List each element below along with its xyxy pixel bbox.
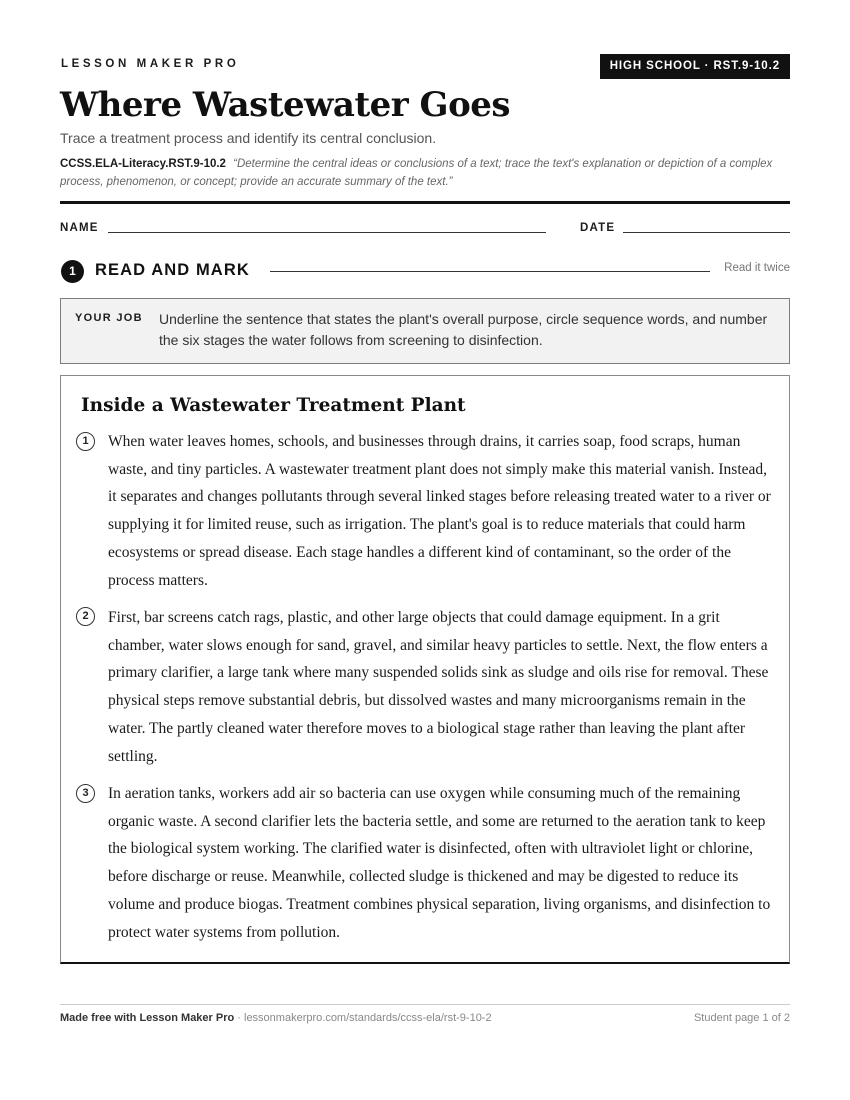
level-badge: HIGH SCHOOL · RST.9-10.2 (600, 54, 790, 79)
worksheet-subtitle: Trace a treatment process and identify its central conclusion. (60, 130, 437, 146)
passage-title: Inside a Wastewater Treatment Plant (81, 395, 466, 416)
paragraph-number: 3 (76, 784, 95, 803)
footer-made-with: Made free with Lesson Maker Pro (60, 1012, 235, 1024)
passage-paragraph: First, bar screens catch rags, plastic, and other large objects that could damage equipment. In a grit chamber, water slows enough for sand, gravel, and similar heavy particles to settle. Next, the flow enters a primary clarifier, a large tank where many suspended solids sink as sludge and oils rise for removal. These physical steps remove substantial debris, but dissolved wastes and many microorganisms remain in the water. The partly cleaned water therefore moves to a biological stage rather than leaving the plant after settling. (108, 609, 769, 765)
passage-paragraph: In aeration tanks, workers add air so bacteria can use oxygen while consuming much of the remaining organic waste. A second clarifier lets the bacteria settle, and some are returned to the aeration tank to keep the biological system working. The clarified water is disinfected, often with ultraviolet light or chlorine, before discharge or reuse. Meanwhile, collected sludge is thickened and may be digested to reduce its volume and produce biogas. Treatment combines physical separation, living organisms, and disinfection to protect water systems from pollution. (108, 785, 771, 941)
passage-paragraph: When water leaves homes, schools, and businesses through drains, it carries soap, food scraps, human waste, and tiny particles. A wastewater treatment plant does not simply make this material vanish. Instead, it separates and changes pollutants through several linked stages before releasing treated water to a river or supplying it for limited reuse, such as irrigation. The plant's goal is to reduce materials that could harm ecosystems or spread disease. Each stage handles a different kind of contaminant, so the order of the process matters. (108, 433, 771, 589)
brand-name: LESSON MAKER PRO (61, 58, 240, 70)
footer-credit (60, 1012, 492, 1024)
instructions-text: Underline the sentence that states the plant's overall purpose, circle sequence words, and number the six stages the water follows from screening to disinfection. (159, 311, 768, 348)
section-number-badge: 1 (61, 260, 84, 283)
reading-passage (60, 375, 790, 964)
section-rule (270, 271, 710, 272)
instructions-box (60, 298, 790, 364)
standard-code: CCSS.ELA-Literacy.RST.9-10.2 (60, 158, 226, 170)
section-title: READ AND MARK (95, 261, 250, 279)
paragraph-number: 1 (76, 432, 95, 451)
footer-divider (60, 1004, 790, 1005)
name-label: NAME (60, 222, 99, 234)
standard-text: “Determine the central ideas or conclusions of a text; trace the text's explanation or depiction of a complex process, phenomenon, or concept; provide an accurate summary of the text.” (60, 158, 773, 188)
date-field[interactable] (623, 232, 790, 233)
footer-separator: · (234, 1012, 244, 1024)
instructions-label: YOUR JOB (75, 312, 143, 324)
worksheet-title: Where Wastewater Goes (60, 85, 511, 125)
paragraph-number: 2 (76, 607, 95, 626)
header-divider (60, 201, 790, 204)
name-field[interactable] (108, 232, 546, 233)
footer-url[interactable]: lessonmakerpro.com/standards/ccss-ela/rst-9-10-2 (244, 1012, 492, 1024)
date-label: DATE (580, 222, 616, 234)
footer-page-number: Student page 1 of 2 (693, 1012, 790, 1024)
section-note: Read it twice (724, 262, 790, 274)
standard-description (60, 155, 795, 191)
